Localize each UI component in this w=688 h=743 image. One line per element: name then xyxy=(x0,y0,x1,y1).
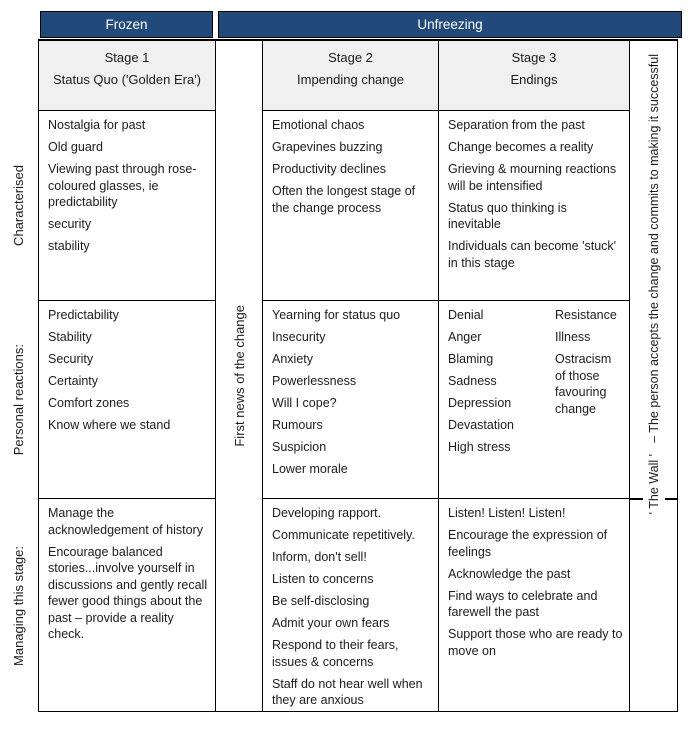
stage-3-title: Stage 3 xyxy=(511,50,557,65)
row-label-managing-this-stage xyxy=(0,499,36,712)
cell-item: Status quo thinking is inevitable xyxy=(448,200,567,231)
stage-2-title: Stage 2 xyxy=(328,50,373,65)
cell-item: Separation from the past xyxy=(448,118,585,132)
header-stage-2 xyxy=(263,41,438,110)
cell-personal-stage1 xyxy=(39,301,215,498)
row-label-characterised-text: Characterised xyxy=(10,165,26,246)
cell-item: Old guard xyxy=(48,140,103,154)
cell-item: Support those who are ready to move on xyxy=(448,627,623,658)
cell-item: Sadness xyxy=(448,374,497,388)
cell-item: Manage the acknowledgement of history xyxy=(48,506,203,537)
phase-bar-frozen xyxy=(40,11,213,38)
first-news-label: First news of the change xyxy=(231,305,247,447)
cell-item: Listen! Listen! Listen! xyxy=(448,506,566,520)
cell-item: Denial xyxy=(448,308,484,322)
cell-item: Individuals can become 'stuck' in this stage xyxy=(448,239,617,270)
cell-item: Anxiety xyxy=(272,352,313,366)
cell-item: Anger xyxy=(448,330,482,344)
cell-characterised-stage1 xyxy=(39,111,215,300)
stages-grid xyxy=(38,39,678,712)
wall-description: – The person accepts the change and commits to making it successful xyxy=(646,54,661,443)
row-label-managing-this-stage-text: Managing this stage: xyxy=(10,545,26,666)
cell-item: Be self-disclosing xyxy=(272,594,370,608)
cell-item: Acknowledge the past xyxy=(448,566,571,581)
cell-personal-stage3 xyxy=(439,301,629,498)
wall-label: ' The Wall ' xyxy=(646,453,661,515)
cell-characterised-stage2 xyxy=(263,111,438,300)
cell-item: Blaming xyxy=(448,352,494,366)
cell-item: security xyxy=(48,217,92,231)
cell-managing-stage1 xyxy=(39,499,215,711)
cell-item: Change becomes a reality xyxy=(448,140,594,154)
cell-item: Communicate repetitively. xyxy=(272,528,415,542)
cell-item: Predictability xyxy=(48,308,119,322)
cell-item: Will I cope? xyxy=(272,396,337,410)
cell-managing-stage2 xyxy=(263,499,438,711)
cell-item: Suspicion xyxy=(272,440,327,454)
cell-item: Encourage balanced stories...involve yourself in discussions and gently recall fewer good things about the past – provide a reality check. xyxy=(48,544,208,641)
cell-item: High stress xyxy=(448,440,511,454)
cell-item: Admit your own fears xyxy=(272,616,390,630)
cell-item: Lower morale xyxy=(272,462,348,476)
cell-item: Devastation xyxy=(448,418,515,432)
stage-1-subtitle: Status Quo ('Golden Era') xyxy=(52,72,202,87)
cell-item: Staff do not hear well when they are anxious xyxy=(272,676,423,707)
cell-managing-stage3 xyxy=(439,499,629,711)
cell-item: Know where we stand xyxy=(48,418,171,432)
cell-item: Comfort zones xyxy=(48,396,130,410)
cell-item: Rumours xyxy=(272,418,323,432)
cell-item: Often the longest stage of the change process xyxy=(272,184,416,215)
row-label-characterised xyxy=(0,111,36,300)
row-label-personal-reactions-text: Personal reactions: xyxy=(10,343,26,456)
row-label-personal-reactions xyxy=(0,301,36,498)
cell-personal-stage3-col2 xyxy=(555,307,623,496)
cell-item: stability xyxy=(48,239,90,253)
stage-1-title: Stage 1 xyxy=(104,50,150,65)
cell-item: Nostalgia for past xyxy=(48,118,146,132)
cell-item: Certainty xyxy=(48,374,99,388)
wall-tick-right xyxy=(665,498,678,500)
cell-item: Listen to concerns xyxy=(272,572,374,586)
cell-item: Depression xyxy=(448,396,512,410)
cell-item: Productivity declines xyxy=(272,162,386,176)
cell-item: Resistance xyxy=(555,308,617,322)
cell-personal-stage2 xyxy=(263,301,438,498)
cell-characterised-stage3 xyxy=(439,111,629,300)
cell-item: Illness xyxy=(555,330,591,344)
cell-item: Developing rapport. xyxy=(272,506,382,520)
cell-item: Yearning for status quo xyxy=(272,308,401,322)
cell-personal-stage3-col1 xyxy=(448,307,555,496)
phase-bar-unfreezing xyxy=(218,11,682,38)
cell-item: Security xyxy=(48,352,94,366)
cell-item: Grapevines buzzing xyxy=(272,140,383,154)
first-news-column xyxy=(216,41,262,711)
cell-item: Respond to their fears, issues & concerns xyxy=(272,638,399,669)
cell-item: Insecurity xyxy=(272,330,326,344)
cell-item: Ostracism of those favouring change xyxy=(555,352,612,416)
header-stage-3 xyxy=(439,41,629,110)
phase-bar-frozen-label: Frozen xyxy=(105,17,148,32)
stage-3-subtitle: Endings xyxy=(510,72,558,87)
header-stage-1 xyxy=(39,41,215,110)
the-wall-column xyxy=(630,41,677,711)
cell-item: Grieving & mourning reactions will be intensified xyxy=(448,162,617,193)
stage-2-subtitle: Impending change xyxy=(297,72,404,87)
wall-tick-left xyxy=(630,498,643,500)
cell-item: Find ways to celebrate and farewell the past xyxy=(448,588,598,619)
phase-bar-unfreezing-label: Unfreezing xyxy=(417,17,483,32)
cell-item: Encourage the expression of feelings xyxy=(448,528,608,559)
cell-item: Emotional chaos xyxy=(272,118,365,132)
cell-item: Viewing past through rose-coloured glasses, ie predictability xyxy=(48,162,197,209)
cell-item: Stability xyxy=(48,330,92,344)
cell-item: Powerlessness xyxy=(272,374,357,388)
cell-item: Inform, don't sell! xyxy=(272,550,367,564)
